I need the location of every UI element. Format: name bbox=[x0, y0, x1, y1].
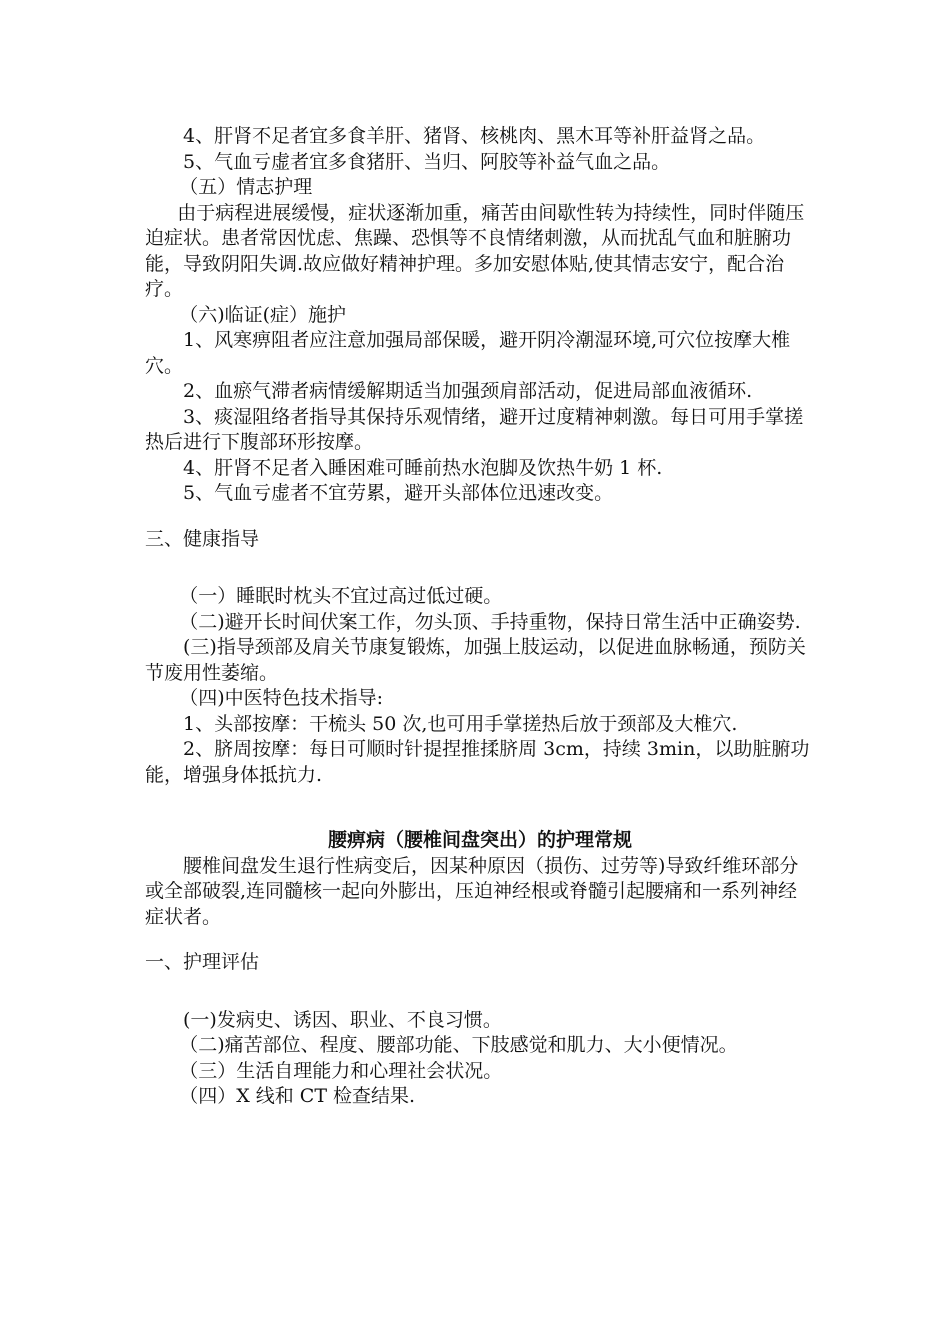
subheading-symptom-care: （六)临证(症）施护 bbox=[179, 303, 347, 326]
section-heading-health-guidance: 三、健康指导 bbox=[145, 527, 260, 550]
list-item: （三）生活自理能力和心理社会状况。 bbox=[179, 1059, 503, 1082]
paragraph: 4、肝肾不足者宜多食羊肝、猪肾、核桃肉、黑木耳等补肝益肾之品。 bbox=[183, 125, 766, 147]
document-body bbox=[145, 124, 815, 1110]
list-item: 3、痰湿阻络者指导其保持乐观情绪，避开过度精神刺激。每日可用手掌搓热后进行下腹部环形按摩。 bbox=[145, 405, 804, 453]
health-guidance-list bbox=[145, 584, 815, 788]
list-item: 2、脐周按摩：每日可顺时针提捏推揉脐周 3cm，持续 3min，以助脏腑功能，增强身体抵抗力. bbox=[145, 738, 810, 786]
list-item: 4、肝肾不足者入睡困难可睡前热水泡脚及饮热牛奶 1 杯. bbox=[183, 456, 663, 479]
list-item: (三)指导颈部及肩关节康复锻炼，加强上肢运动，以促进血脉畅通，预防关节废用性萎缩。 bbox=[145, 636, 806, 684]
list-item: （四）X 线和 CT 检查结果. bbox=[179, 1085, 416, 1107]
list-item: 2、血瘀气滞者病情缓解期适当加强颈肩部活动，促进局部血液循环. bbox=[183, 380, 753, 402]
list-item: （二)避开长时间伏案工作，勿头顶、手持重物，保持日常生活中正确姿势. bbox=[179, 610, 801, 633]
intro-paragraph: 腰椎间盘发生退行性病变后，因某种原因（损伤、过劳等)导致纤维环部分或全部破裂,连同髓核一起向外膨出，压迫神经根或脊髓引起腰痛和一系列神经症状者。 bbox=[145, 854, 799, 928]
list-item: 5、气血亏虚者不宜劳累，避开头部体位迅速改变。 bbox=[183, 482, 614, 504]
section-title: 腰痹病（腰椎间盘突出）的护理常规 bbox=[327, 829, 632, 851]
subheading-emotional-care: （五）情志护理 bbox=[179, 176, 313, 198]
paragraph: 由于病程进展缓慢，症状逐渐加重，痛苦由间歇性转为持续性，同时伴随压迫症状。患者常因忧虑、焦躁、恐惧等不良情绪刺激，从而扰乱气血和脏腑功能，导致阴阳失调.故应做好精神护理。多加安慰体贴,使其情志安宁，配合治疗。 bbox=[145, 201, 805, 300]
list-item: （一）睡眠时枕头不宜过高过低过硬。 bbox=[179, 585, 503, 607]
section-heading-assessment: 一、护理评估 bbox=[145, 951, 260, 973]
list-item: （四)中医特色技术指导: bbox=[179, 687, 384, 709]
list-item: 1、头部按摩：干梳头 50 次,也可用手掌搓热后放于颈部及大椎穴. bbox=[183, 712, 738, 735]
assessment-list bbox=[145, 1008, 815, 1110]
paragraph: 5、气血亏虚者宜多食猪肝、当归、阿胶等补益气血之品。 bbox=[183, 150, 671, 173]
list-item: （二)痛苦部位、程度、腰部功能、下肢感觉和肌力、大小便情况。 bbox=[179, 1034, 738, 1056]
list-item: 1、风寒痹阻者应注意加强局部保暖，避开阴冷潮湿环境,可穴位按摩大椎穴。 bbox=[145, 329, 791, 377]
list-item: (一)发病史、诱因、职业、不良习惯。 bbox=[183, 1008, 502, 1031]
